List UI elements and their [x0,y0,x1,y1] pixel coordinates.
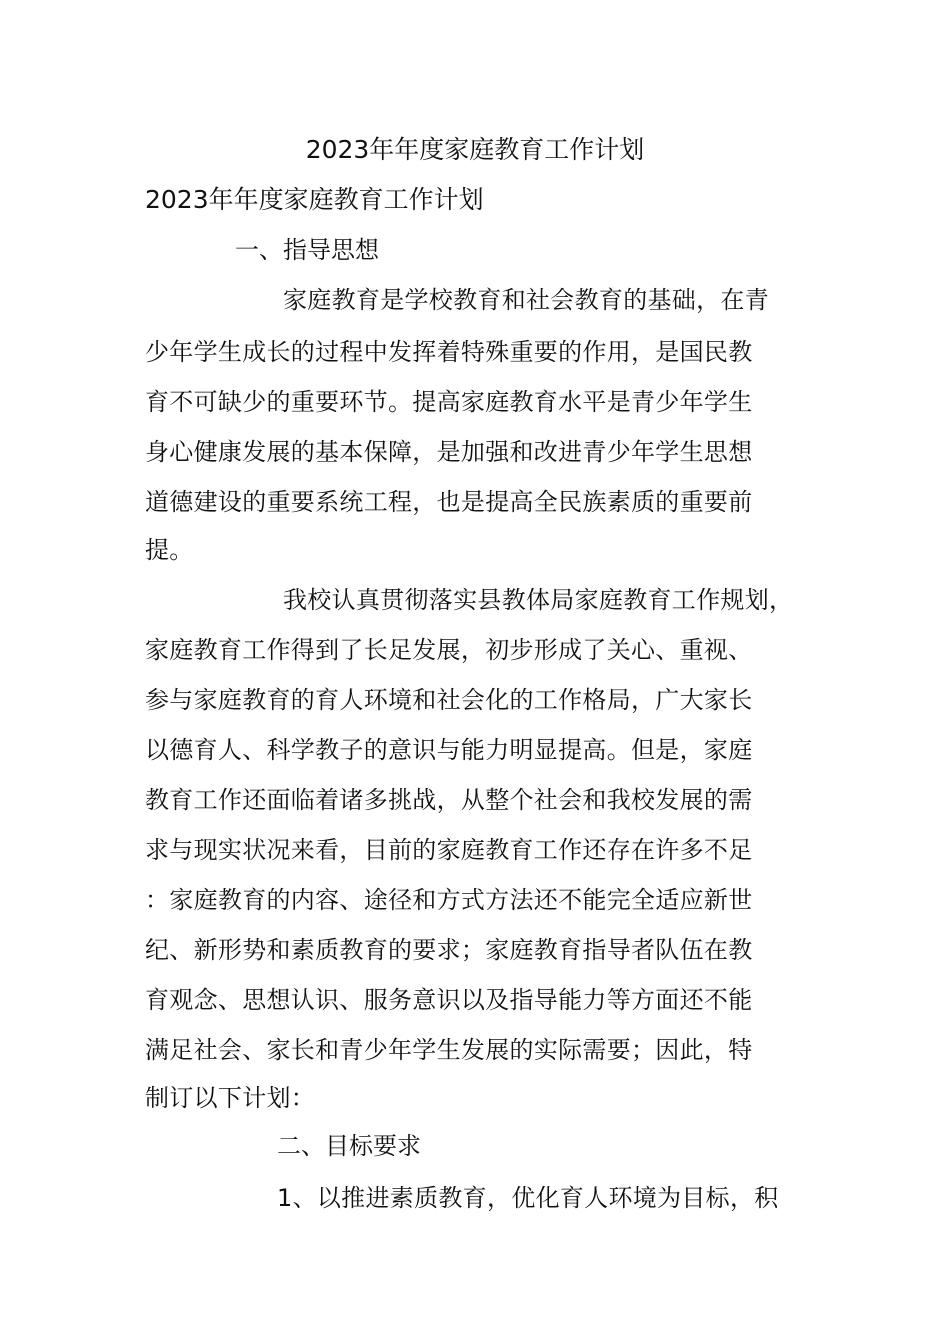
paragraph-line: 家庭教育是学校教育和社会教育的基础，在青 [283,286,769,314]
paragraph-line: 提。 [145,536,194,564]
paragraph-line: 少年学生成长的过程中发挥着特殊重要的作用，是国民教 [145,338,753,366]
paragraph-line: 道德建设的重要系统工程，也是提高全民族素质的重要前 [145,488,753,516]
paragraph-line: 求与现实状况来看，目前的家庭教育工作还存在许多不足 [145,836,753,864]
paragraph-line: 育观念、思想认识、服务意识以及指导能力等方面还不能 [145,986,753,1014]
section-heading-goals: 二、目标要求 [277,1132,421,1160]
paragraph-line: 参与家庭教育的育人环境和社会化的工作格局，广大家长 [145,686,753,714]
paragraph-line: 满足社会、家长和青少年学生发展的实际需要；因此，特 [145,1036,753,1064]
paragraph-line: 制订以下计划： [145,1084,316,1112]
numbered-item-line: 1、以推进素质教育，优化育人环境为目标，积 [277,1184,779,1212]
section-heading-guiding-ideology: 一、指导思想 [235,236,379,264]
document-title: 2023年年度家庭教育工作计划 [305,135,645,164]
document-subtitle: 2023年年度家庭教育工作计划 [145,185,484,214]
paragraph-line: 以德育人、科学教子的意识与能力明显提高。但是，家庭 [145,736,753,764]
paragraph-line: 教育工作还面临着诸多挑战，从整个社会和我校发展的需 [145,786,753,814]
paragraph-line: 身心健康发展的基本保障，是加强和改进青少年学生思想 [145,438,753,466]
paragraph-line: 家庭教育工作得到了长足发展，初步形成了关心、重视、 [145,636,753,664]
paragraph-line: ：家庭教育的内容、途径和方式方法还不能完全适应新世 [145,886,753,914]
paragraph-line: 我校认真贯彻落实县教体局家庭教育工作规划， [283,586,794,614]
paragraph-line: 纪、新形势和素质教育的要求；家庭教育指导者队伍在教 [145,936,753,964]
paragraph-line: 育不可缺少的重要环节。提高家庭教育水平是青少年学生 [145,388,753,416]
